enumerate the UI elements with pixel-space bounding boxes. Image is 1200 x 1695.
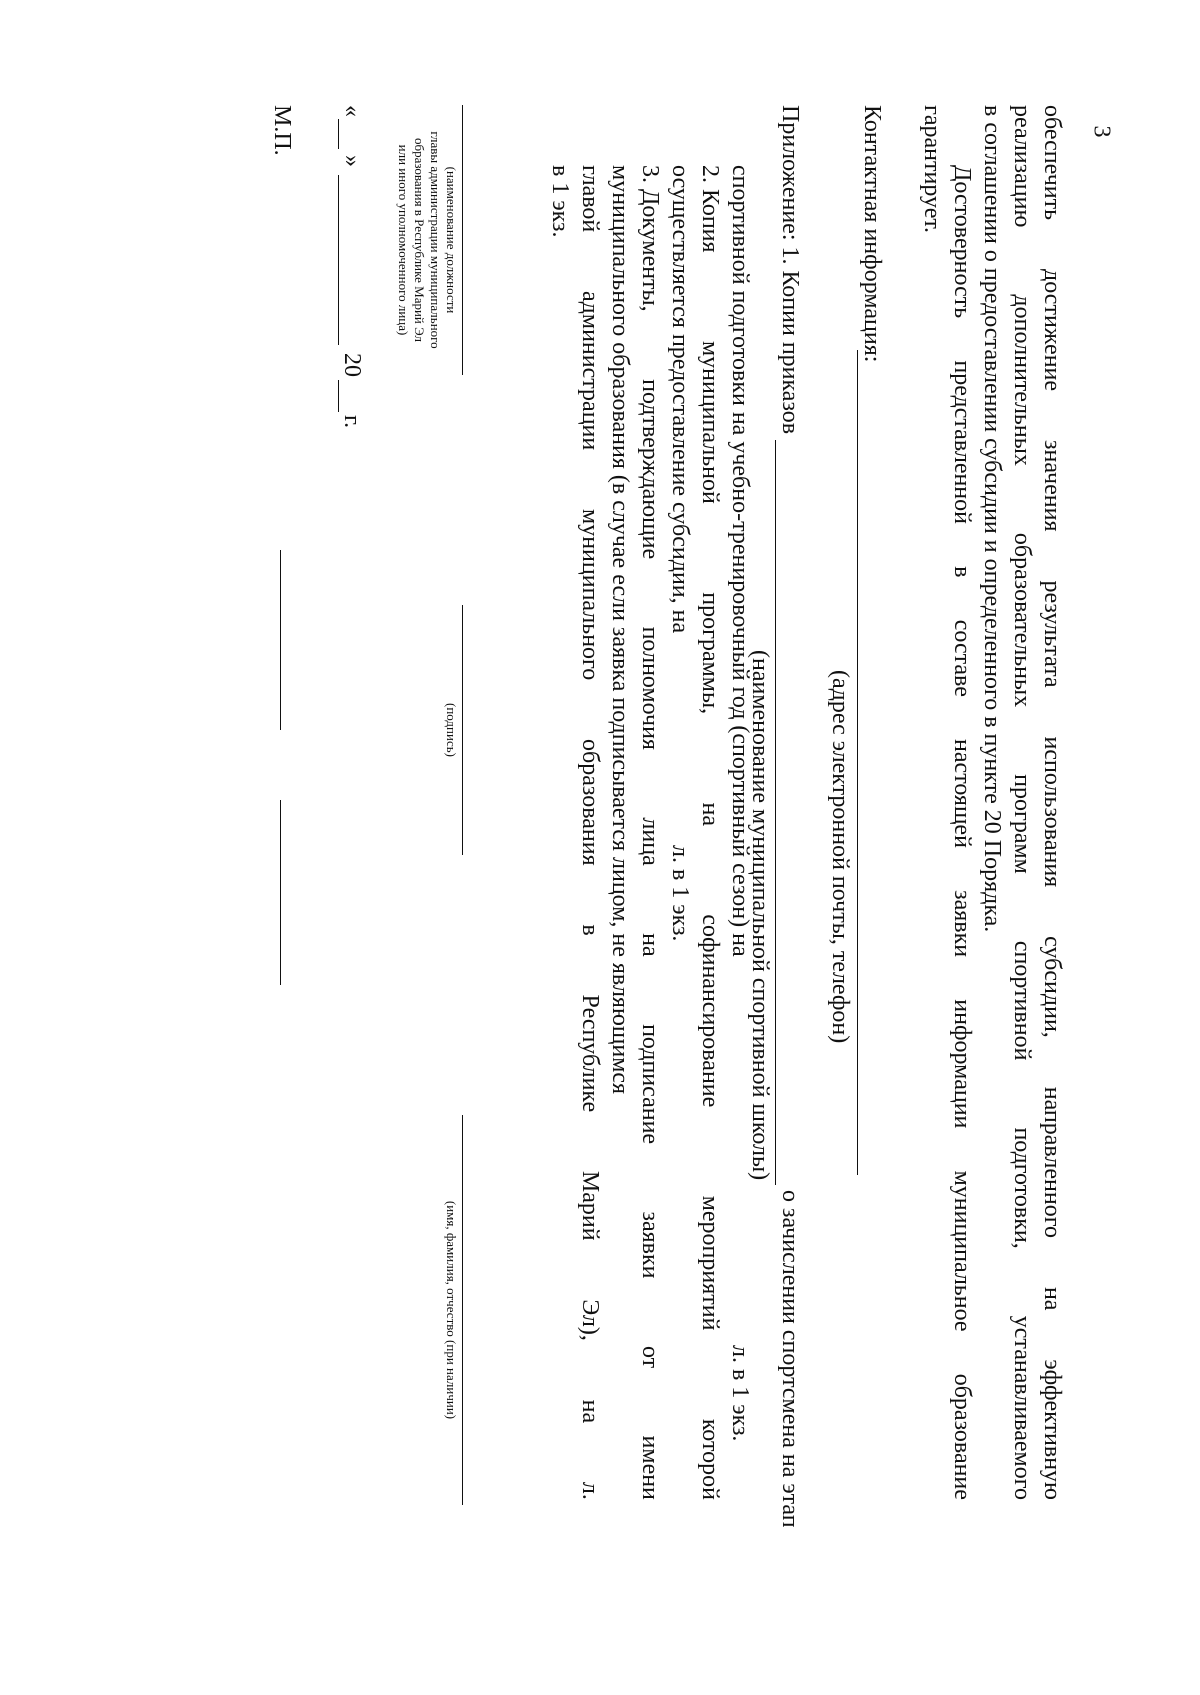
word: мероприятий bbox=[697, 1195, 723, 1331]
date-month-underline bbox=[338, 175, 339, 345]
word: подтверждающие bbox=[637, 379, 663, 560]
item1-tail: о зачислении спортсмена на этап bbox=[777, 1190, 803, 1528]
word: имени bbox=[637, 1435, 663, 1500]
p2-line1 bbox=[948, 165, 975, 1500]
word: Достоверность bbox=[949, 165, 975, 319]
school-caption: (наименование муниципальной спортивной школы) bbox=[747, 650, 773, 1181]
word: значения bbox=[1039, 440, 1065, 532]
p2-line2: гарантирует. bbox=[919, 105, 945, 234]
sign-underline bbox=[462, 605, 463, 855]
word: образование bbox=[949, 1373, 975, 1500]
word: Марий bbox=[577, 1170, 603, 1241]
name-underline bbox=[462, 1115, 463, 1505]
p1-line2 bbox=[1008, 105, 1035, 1500]
word: информации bbox=[949, 999, 975, 1129]
word: программы, bbox=[697, 592, 723, 715]
word: муниципальное bbox=[949, 1170, 975, 1332]
word: образования bbox=[577, 739, 603, 866]
position-caption-line: образования в Республике Марий Эл bbox=[412, 137, 427, 343]
word: муниципального bbox=[577, 509, 603, 681]
item2-line2: осуществляется предоставление субсидии, на bbox=[667, 165, 693, 634]
sign-caption: (подпись) bbox=[444, 703, 459, 757]
word: реализацию bbox=[1009, 105, 1035, 228]
word: на bbox=[577, 1399, 603, 1424]
p1-line1 bbox=[1038, 105, 1065, 1500]
word: Эл), bbox=[577, 1299, 603, 1341]
item1-copies: л. в 1 экз. bbox=[727, 1345, 753, 1442]
word: образовательных bbox=[1009, 532, 1035, 708]
item3-line2: муниципального образования (в случае если заявка подписывается лицом, не являющимся bbox=[607, 165, 633, 1095]
document-body bbox=[165, 105, 1065, 1535]
word: эффективную bbox=[1039, 1359, 1065, 1500]
word: 2. Копия bbox=[697, 165, 723, 253]
position-underline bbox=[462, 105, 463, 375]
position-caption-line: главы администрации муниципального bbox=[428, 131, 443, 349]
word: обеспечить bbox=[1039, 105, 1065, 221]
item3-line1 bbox=[636, 165, 663, 1500]
date-close-quote: » bbox=[339, 155, 365, 167]
word: субсидии, bbox=[1039, 936, 1065, 1038]
word: Республике bbox=[577, 994, 603, 1113]
contact-caption: (адрес электронной почты, телефон) bbox=[827, 670, 853, 1044]
word: на bbox=[1039, 1286, 1065, 1311]
word: на bbox=[697, 802, 723, 826]
word: 3. Документы, bbox=[637, 165, 663, 312]
word: направленного bbox=[1039, 1086, 1065, 1238]
word: достижение bbox=[1039, 269, 1065, 392]
year-suffix: г. bbox=[339, 415, 365, 429]
word: заявки bbox=[949, 890, 975, 958]
extra-underline-2 bbox=[280, 800, 281, 985]
item1-line2: спортивной подготовки на учебно-тренировочный год (спортивный сезон) на bbox=[727, 165, 753, 957]
page-number: 3 bbox=[1088, 125, 1115, 138]
word: заявки bbox=[637, 1211, 663, 1279]
item2-line1 bbox=[696, 165, 723, 1500]
position-caption bbox=[395, 105, 459, 375]
position-caption-line: (наименование должности bbox=[444, 166, 459, 314]
contact-underline bbox=[857, 350, 858, 1175]
word: программ bbox=[1009, 774, 1035, 874]
item2-copies: л. в 1 экз. bbox=[667, 845, 693, 942]
word: устанавливаемого bbox=[1009, 1315, 1035, 1500]
name-caption: (имя, фамилия, отчество (при наличии) bbox=[444, 1200, 459, 1420]
word: спортивной bbox=[1009, 940, 1035, 1061]
word: муниципальной bbox=[697, 340, 723, 504]
word: в bbox=[949, 566, 975, 578]
year-underline bbox=[338, 380, 339, 412]
word: представленной bbox=[949, 360, 975, 524]
word: от bbox=[637, 1345, 663, 1369]
word: лица bbox=[637, 817, 663, 866]
year-prefix: 20 bbox=[339, 353, 365, 377]
word: которой bbox=[697, 1418, 723, 1500]
item3-line3 bbox=[576, 165, 603, 1500]
word: составе bbox=[949, 619, 975, 697]
date-open-quote: « bbox=[339, 105, 365, 117]
word: в bbox=[577, 924, 603, 936]
word: администрации bbox=[577, 291, 603, 451]
date-day-underline bbox=[338, 119, 339, 149]
position-caption-line: или иного уполномоченного лица) bbox=[396, 144, 411, 336]
extra-underline-1 bbox=[280, 550, 281, 730]
word: главой bbox=[577, 165, 603, 233]
word: подготовки, bbox=[1009, 1127, 1035, 1249]
school-underline bbox=[775, 440, 776, 1185]
stamp-label: М.П. bbox=[269, 105, 295, 156]
word: полномочия bbox=[637, 626, 663, 750]
word: подписание bbox=[637, 1024, 663, 1145]
word: настоящей bbox=[949, 739, 975, 848]
item3-line4: в 1 экз. bbox=[547, 165, 573, 238]
p1-line3: в соглашении о предоставлении субсидии и определенного в пункте 20 Порядка. bbox=[979, 105, 1005, 933]
word: л. bbox=[577, 1481, 603, 1500]
contact-label: Контактная информация: bbox=[859, 105, 885, 363]
word: софинансирование bbox=[697, 914, 723, 1108]
word: дополнительных bbox=[1009, 294, 1035, 466]
word: на bbox=[637, 933, 663, 957]
word: использования bbox=[1039, 736, 1065, 888]
word: результата bbox=[1039, 580, 1065, 688]
appendix-label: Приложение: 1. Копии приказов bbox=[777, 105, 803, 435]
